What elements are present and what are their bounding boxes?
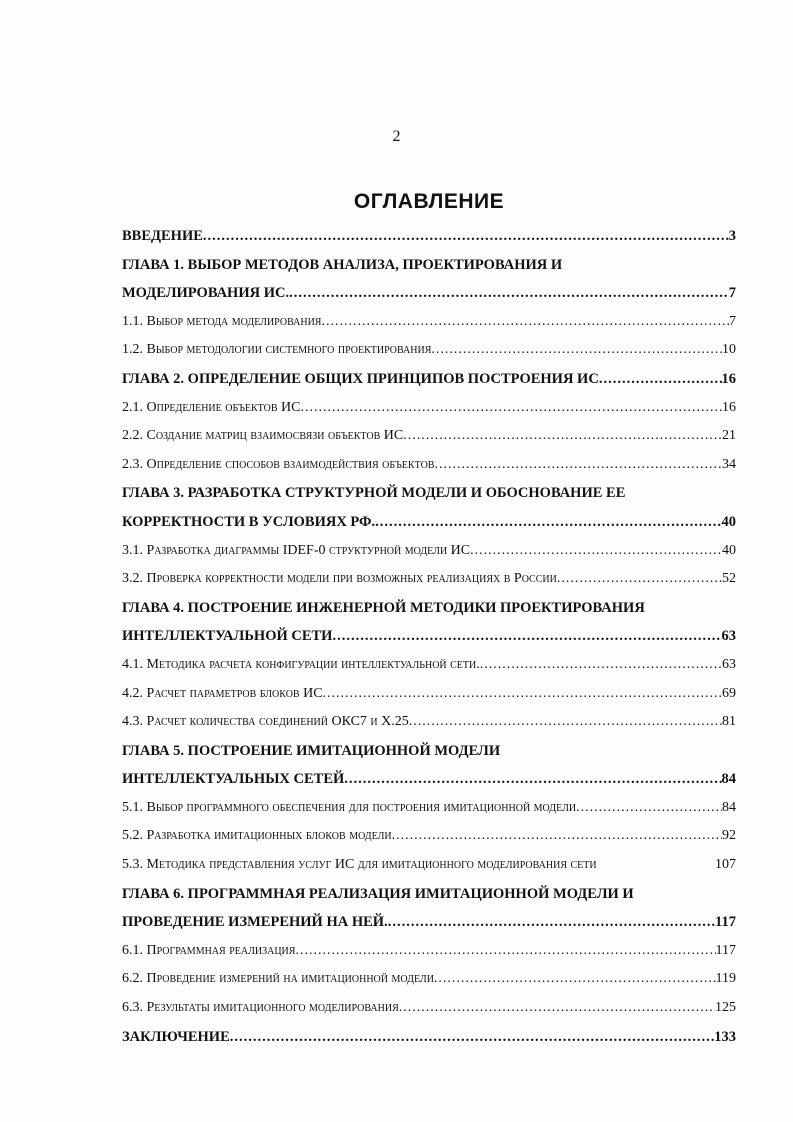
toc-entry-page: 7	[728, 285, 736, 302]
toc-entry-label: 1.1. Выбор метода моделирования	[122, 313, 322, 329]
toc-leader-dots	[392, 822, 722, 851]
toc-entry[interactable]	[122, 965, 736, 994]
toc-entry[interactable]	[122, 222, 736, 251]
toc-leader-dots	[409, 708, 722, 737]
page-title: ОГЛАВЛЕНИЕ	[353, 190, 505, 213]
toc-entry-label: ГЛАВА 6. ПРОГРАММНАЯ РЕАЛИЗАЦИЯ ИМИТАЦИОННОЙ МОДЕЛИ И	[122, 885, 634, 902]
toc-entry[interactable]	[122, 308, 736, 337]
toc-entry[interactable]	[122, 394, 736, 423]
toc-entry[interactable]	[122, 251, 736, 280]
table-of-contents	[122, 222, 736, 1051]
toc-entry-page: 84	[721, 771, 736, 788]
toc-leader-dots	[434, 965, 716, 994]
toc-entry[interactable]	[122, 565, 736, 594]
toc-entry-label: 1.2. Выбор методологии системного проектирования	[122, 342, 432, 358]
toc-entry[interactable]	[122, 537, 736, 566]
toc-entry[interactable]	[122, 336, 736, 365]
toc-entry[interactable]	[122, 937, 736, 966]
toc-entry-label: 3.1. Разработка диаграммы IDEF-0 структурной модели ИС	[122, 542, 471, 558]
toc-leader-dots	[431, 336, 722, 365]
toc-entry[interactable]	[122, 737, 736, 766]
toc-entry-label: 2.3. Определение способов взаимодействия объектов	[122, 456, 435, 472]
toc-entry[interactable]	[122, 594, 736, 623]
toc-entry-label: ИНТЕЛЛЕКТУАЛЬНОЙ СЕТИ	[122, 628, 333, 645]
toc-entry-page: 125	[715, 1000, 736, 1016]
toc-entry-label: ГЛАВА 2. ОПРЕДЕЛЕНИЕ ОБЩИХ ПРИНЦИПОВ ПОСТРОЕНИЯ ИС	[122, 370, 599, 387]
toc-entry-page: 40	[722, 542, 736, 558]
toc-entry-label: ГЛАВА 1. ВЫБОР МЕТОДОВ АНАЛИЗА, ПРОЕКТИРОВАНИЯ И	[122, 256, 563, 273]
toc-entry[interactable]	[122, 451, 736, 480]
toc-entry[interactable]	[122, 822, 736, 851]
toc-entry-page: 107	[715, 857, 736, 873]
toc-entry-label: 6.2. Проведение измерений на имитационной модели	[122, 971, 434, 987]
toc-entry-page: 52	[722, 571, 736, 587]
toc-leader-dots	[480, 651, 722, 680]
toc-entry-page: 16	[721, 370, 736, 387]
toc-leader-dots	[323, 680, 722, 709]
toc-leader-dots	[599, 365, 722, 394]
toc-entry-label: 2.1. Определение объектов ИС	[122, 399, 301, 415]
toc-entry[interactable]	[122, 508, 736, 537]
toc-entry[interactable]	[122, 765, 736, 794]
toc-leader-dots	[399, 994, 715, 1023]
toc-leader-dots	[295, 937, 715, 966]
toc-entry-label: ПРОВЕДЕНИЕ ИЗМЕРЕНИЙ НА НЕЙ.	[122, 914, 388, 931]
toc-entry[interactable]	[122, 680, 736, 709]
toc-leader-dots	[576, 794, 722, 823]
toc-leader-dots	[557, 565, 722, 594]
toc-entry-page: 63	[722, 656, 736, 672]
toc-entry-page: 81	[722, 714, 736, 730]
toc-entry-label: ИНТЕЛЛЕКТУАЛЬНЫХ СЕТЕЙ	[122, 771, 345, 788]
toc-entry[interactable]	[122, 651, 736, 680]
toc-entry[interactable]	[122, 1023, 736, 1052]
toc-entry-label: 6.1. Программная реализация	[122, 942, 296, 958]
toc-entry-page: 10	[722, 342, 736, 358]
toc-leader-dots	[289, 279, 729, 308]
toc-leader-dots	[230, 1023, 714, 1052]
toc-entry-label: 5.1. Выбор программного обеспечения для построения имитационной модели	[122, 799, 577, 815]
toc-leader-dots	[344, 765, 721, 794]
toc-entry[interactable]	[122, 994, 736, 1023]
toc-entry-label: МОДЕЛИРОВАНИЯ ИС.	[122, 285, 290, 302]
page-number: 2	[392, 128, 401, 145]
toc-entry-page: 63	[721, 628, 736, 645]
toc-entry-label: 4.3. Расчет количества соединений ОКС7 и Х.25	[122, 714, 409, 730]
toc-entry-label: 5.3. Методика представления услуг ИС для имитационного моделирования сети	[122, 857, 597, 873]
toc-entry[interactable]	[122, 479, 736, 508]
toc-leader-dots	[332, 622, 721, 651]
toc-entry-label: КОРРЕКТНОСТИ В УСЛОВИЯХ РФ.	[122, 513, 376, 530]
toc-leader-dots	[388, 908, 715, 937]
toc-entry[interactable]	[122, 622, 736, 651]
toc-entry[interactable]	[122, 422, 736, 451]
toc-entry-label: ГЛАВА 4. ПОСТРОЕНИЕ ИНЖЕНЕРНОЙ МЕТОДИКИ ПРОЕКТИРОВАНИЯ	[122, 599, 645, 616]
toc-entry-label: 6.3. Результаты имитационного моделирования	[122, 1000, 399, 1016]
toc-entry-label: ВВЕДЕНИЕ	[122, 228, 203, 244]
toc-entry-page: 117	[715, 942, 736, 958]
toc-entry-page: 69	[722, 685, 736, 701]
toc-entry-label: 2.2. Создание матриц взаимосвязи объектов ИС	[122, 428, 404, 444]
toc-entry[interactable]	[122, 279, 736, 308]
toc-entry-page: 16	[722, 399, 736, 415]
toc-entry-label: ЗАКЛЮЧЕНИЕ	[122, 1028, 230, 1045]
toc-entry[interactable]	[122, 708, 736, 737]
toc-entry-page: 117	[715, 914, 736, 931]
toc-entry[interactable]	[122, 851, 736, 880]
toc-entry[interactable]	[122, 794, 736, 823]
toc-entry-page: 3	[728, 228, 736, 244]
toc-entry-label: ГЛАВА 5. ПОСТРОЕНИЕ ИМИТАЦИОННОЙ МОДЕЛИ	[122, 742, 501, 759]
toc-entry-label: 4.2. Расчет параметров блоков ИС	[122, 685, 323, 701]
toc-entry-page: 40	[721, 513, 736, 530]
toc-leader-dots	[203, 222, 729, 251]
toc-entry-page: 119	[715, 971, 736, 987]
toc-entry[interactable]	[122, 365, 736, 394]
toc-entry-label: 3.2. Проверка корректности модели при возможных реализациях в России	[122, 571, 557, 587]
toc-entry-page: 21	[722, 428, 736, 444]
toc-entry[interactable]	[122, 880, 736, 909]
toc-leader-dots	[470, 537, 722, 566]
toc-entry-page: 34	[722, 456, 736, 472]
toc-leader-dots	[321, 308, 729, 337]
toc-entry[interactable]	[122, 908, 736, 937]
toc-entry-label: ГЛАВА 3. РАЗРАБОТКА СТРУКТУРНОЙ МОДЕЛИ И ОБОСНОВАНИЕ ЕЕ	[122, 485, 626, 502]
toc-entry-page: 133	[714, 1028, 736, 1045]
toc-entry-page: 92	[722, 828, 736, 844]
toc-entry-page: 7	[729, 313, 736, 329]
toc-leader-dots	[375, 508, 721, 537]
toc-leader-dots	[300, 394, 722, 423]
toc-leader-dots	[434, 451, 722, 480]
toc-entry-label: 5.2. Разработка имитационных блоков модели	[122, 828, 392, 844]
toc-entry-label: 4.1. Методика расчета конфигурации интеллектуальной сети.	[122, 656, 480, 672]
toc-entry-page: 84	[722, 799, 736, 815]
toc-leader-dots	[403, 422, 722, 451]
